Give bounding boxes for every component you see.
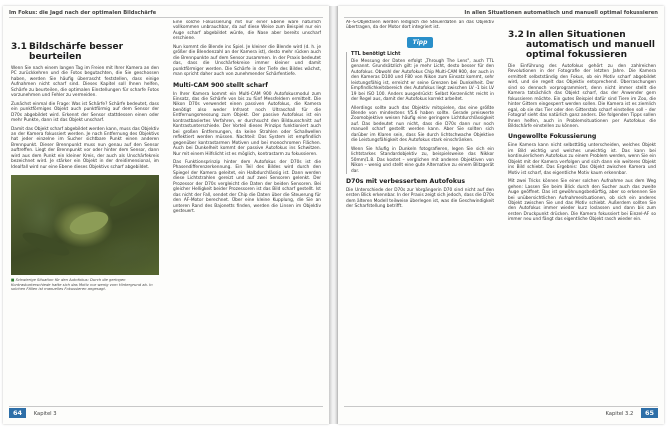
section-number: 3.2: [508, 30, 524, 40]
right-column-2: [508, 20, 656, 402]
footer-chapter: Kapitel 3.2: [605, 411, 634, 417]
page-number: 64: [9, 408, 26, 418]
grasshopper-photo: [11, 175, 159, 275]
paragraph: Die Unterschiede der D70s zur Vorgängerin D70 sind nicht auf den ersten Blick erkennbar. In der Praxis zeigt sich jedoch, dass die D70s dem älteren Modell teilweise überlegen ist, was die Geschwindigkeit der Scharfstellung betrifft.: [346, 187, 494, 210]
paragraph: Die Messung der Daten erfolgt „Through The Lens", auch TTL genannt. Grundsätzlich gilt: je mehr Licht, desto besser für den Autofokus. Obwohl der Autofokus Chip Multi-CAM 900, der auch in den Kameras D100 und F80 von Nikon zum Einsatz kommt, sehr leistungsfähig ist, erreicht er seine Grenzen bei Dunkelheit. Der Empfindlichkeitsbereich des Autofokus liegt zwischen LV -1 bis LV 19 bei ISO 100. Anders ausgedrückt: Selbst Kerzenlicht reicht in der Regel aus, damit der Autofokus korrekt arbeitet.: [351, 58, 494, 103]
section-title: In allen Situationen automatisch und manuell optimal fokussieren: [526, 30, 655, 60]
footer-chapter: Kapitel 3: [33, 411, 57, 417]
paragraph: Mit zwei Tricks können Sie einer solchen Aufnahme aus dem Weg gehen: Lassen Sie beim Blick durch den Sucher auch das zweite Auge geöffnet. Das ist gewöhnungsbedürftig, aber so erkennen Sie bei unübersichtlichen Aufnahmesituationen, ob sich ein anderes Objekt zwischen Sie und das Motiv schiebt. Außerdem sollten Sie den Autofokus immer wieder kurz loslassen und dann bis zum ersten Druckpunkt drücken. Die Kamera fokussiert bei Einzel-AF so immer neu und fängt das eigentliche Objekt rasch wieder ein.: [508, 179, 656, 223]
tip-title: TTL benötigt Licht: [351, 51, 401, 57]
left-column-1: [11, 20, 159, 402]
right-footer-rule: [344, 406, 658, 407]
paragraph: Eine Kamera kann nicht selbsttätig unterscheiden, welches Objekt im Bild wichtig und welches unwichtig ist. Das kann bei kontinuierlichem Autofokus zu einem Problem werden, wenn Sie ein Objekt mit der Kamera verfolgen und sich dann ein weiteres Objekt ins Bild schiebt. Das Ergebnis: Das Objekt zwischen Kamera und Motiv ist scharf, das eigentliche Motiv kaum erkennbar.: [508, 143, 656, 176]
paragraph: AF-S-Objektiven werden lediglich die Steuerdaten an das Objektiv übertragen, da der Motor dort integriert ist.: [346, 20, 494, 31]
tip-box: [346, 52, 494, 174]
photo-leaf: [107, 176, 150, 211]
section-heading-3-2: [508, 30, 656, 60]
paragraph: Eine solche Fokussierung mit nur einer Ebene wäre natürlich vollkommen unbrauchbar, da auf diese Weise zum Beispiel nur ein Auge scharf abgebildet würde, die Nase aber bereits unscharf erschiene.: [173, 20, 321, 42]
caption-bullet-icon: ■: [11, 278, 15, 283]
tip-badge: Tipp: [407, 37, 433, 48]
left-footer: [9, 408, 323, 418]
left-page: [3, 6, 329, 424]
paragraph: Nun kommt die Blende ins Spiel. Je kleiner die Blende wird (d. h. je größer die Blendenzahl an der Kamera ist), desto mehr rücken auch die Brennpunkte auf dem Sensor zusammen. In der Praxis bedeutet das, dass die Unschärfekreise immer kleiner und damit punktförmiger werden. Die Schärfe in der Tiefe des Bildes wächst, man spricht daher auch von zunehmender Schärfentiefe.: [173, 44, 321, 78]
photo-leaf: [20, 228, 72, 260]
right-header-rule: [344, 17, 658, 18]
paragraph: Zunächst einmal die Frage: Was ist Schärfe? Schärfe bedeutet, dass ein punktförmiges Objekt auch punktförmig auf dem Sensor der D70s abgebildet wird. Erkennt der Sensor stattdessen einen oder mehr Punkte, dann ist das Objekt unscharf.: [11, 101, 159, 124]
page-number: 65: [641, 408, 658, 418]
left-header-rule: [9, 17, 323, 18]
paragraph: Allerdings sollte auch das Objektiv mitspielen, das eine größte Blende von mindestens f/5.6 haben sollte. Gerade preiswerte Zoomobjektive weisen häufig eine geringere Lichtdurchlässigkeit auf. Das bedeutet nun nicht, dass die D70s dann nur noch manuell scharf gestellt werden kann. Aber Sie sollten sich darüber im Klaren sein, dass Sie durch lichtschwache Objektive die Leistungsfähigkeit des Autofokus stark einschränken.: [351, 105, 494, 144]
section-number: 3.1: [11, 42, 27, 52]
subheading-multicam: Multi-CAM 900 stellt scharf: [173, 81, 268, 89]
right-page: [338, 6, 664, 424]
paragraph: Die Einführung des Autofokus gehört zu den zahlreichen Revolutionen in der Fotografie der letzten Jahre. Die Kamera ermittelt selbstständig den Fokus, ob ein Motiv scharf abgebildet wird, und sie regelt das Objektiv entsprechend. Überraschungen sind so dennoch vorprogrammiert, denn nicht immer stellt die Kamera tatsächlich das Objekt scharf, das der Anwender gern fokussieren möchte. Ein gutes Beispiel dafür sind Tiere im Zoo, die hinter Gittern eingesperrt werden sollen. Die Kamera ist es ziemlich egal, ob sie das Tier oder den Gitterstab scharf einstellen soll – der Fotograf sieht das natürlich ganz anders. Die folgenden Tipps sollen Ihnen helfen, auch in Problemsituationen per Autofokus die Bildschärfe einstellen zu können.: [508, 64, 656, 129]
right-running-head: In allen Situationen automatisch und manuell optimal fokussieren: [464, 10, 658, 16]
book-gutter: [329, 6, 338, 424]
paragraph: In Ihrer Kamera kommt ein Multi-CAM 900 Autofokusmodul zum Einsatz, das die Schärfe von bis zu fünf Messfeldern ermittelt. Die Nikon D70s verwendet einen passiven Autofokus, die Kamera benötigt also weder Infrarot noch Ultraschall für die Entfernungsmessung zum Objekt. Der passive Autofokus ist ein kontrastbasiertes Verfahren, er durchsucht den Bildausschnitt auf Kontrastunterschiede. Der Vorteil dieses Prinzips funktioniert auch bei großen Entfernungen, da keine Strahlen oder Schallwellen reflektiert werden müssen. Nachteil: Das System ist empfindlich gegenüber kontrastarmen Motiven und bei monochromen Flächen. Auch bei Dunkelheit kommt der passive Autofokus ins Schwitzen. Nur mit einem Hilfslicht ist es möglich, kontrastarm zu fokussieren.: [173, 91, 321, 157]
left-column-2: [173, 20, 321, 402]
photo-subject: [67, 207, 111, 238]
right-column-1: [346, 20, 494, 402]
left-footer-rule: [9, 406, 323, 407]
section-heading-3-1: [11, 42, 159, 62]
paragraph: Damit das Objekt scharf abgebildet werden kann, muss das Objektiv an der Kamera fokussiert werden. Je nach Entfernung des Objektivs hat jeder einzelne im Sucher sichtbare Punkt einen anderen Brennpunkt. Dieser Brennpunkt muss nun genau auf den Sensor auftreffen. Liegt der Brennpunkt vor oder hinter dem Sensor, dann wird aus dem Punkt ein kleiner Kreis, der auch als Unschärfekreis bezeichnet wird. Je stärker ein Objekt in der dreidimensional, im Idealfall wird nur eine Ebene dieses Objektivs scharf abgebildet.: [11, 126, 159, 170]
subheading-d70s: D70s mit verbessertem Autofokus: [346, 177, 466, 185]
section-title: Bildschärfe besser beurteilen: [29, 42, 124, 62]
paragraph: Wenn Sie häufig in Dunkeln fotografieren, legen Sie sich ein lichtstarkes Standardobjektiv zu, beispielsweise das Nikkor 50mm/1.8. Das kostet – verglichen mit anderen Objektiven von Nikon – wenig und stellt eine gute Alternative zu einem Blitzgerät dar.: [351, 146, 494, 174]
right-footer: [344, 408, 658, 418]
photo-caption: ■ Schwierige Situation für den Autofokus: Durch die geringen Kontrastunterschiede hatte sich das Motiv nur wenig vom Hintergrund ab. In solchen Fällen ist manuelles Fokussieren angesagt.: [11, 278, 153, 292]
paragraph: Wenn Sie nach einem langen Tag im Freien mit Ihrer Kamera an den PC zurückkehren und die Fotos begutachten, die Sie geschossen haben, werden Sie häufig überrascht feststellen, dass einige Aufnahmen nicht scharf sind. Dieses Kapitel soll Ihnen helfen, Schärfe zu beurteilen, die optimalen Einstellungen für scharfe Fotos vorzunehmen und Fehler zu vermeiden.: [11, 66, 159, 99]
subheading-ungewollte: Ungewollte Fokussierung: [508, 133, 597, 141]
left-running-head: Im Fokus: die Jagd nach der optimalen Bildschärfe: [9, 10, 157, 16]
paragraph: Das Funktionsprinzip hinter dem Autofokus der D70s ist die Phasendifferenzerkennung. Ein Teil des Bildes wird durch den Spiegel der Kamera geleitet, ein Halbdurchlässig ist. Dann werden diese Lichtstrahlen gereizt und auf zwei Sensoren gelenkt. Der Prozessor der D70s vergleicht die Daten der beiden Sensoren. Bei gleicher Helligkeit beider Prozessoren ist das Bild scharf gestellt. Ist das nicht der Fall, sendet der Chip die Daten über die Steuerung für den AF-Motor berechnet. Über eine kleine Kupplung, die Sie an unteren Rand des Bajonetts finden, werden die Linsen im Objektiv gesteuert.: [173, 159, 321, 215]
